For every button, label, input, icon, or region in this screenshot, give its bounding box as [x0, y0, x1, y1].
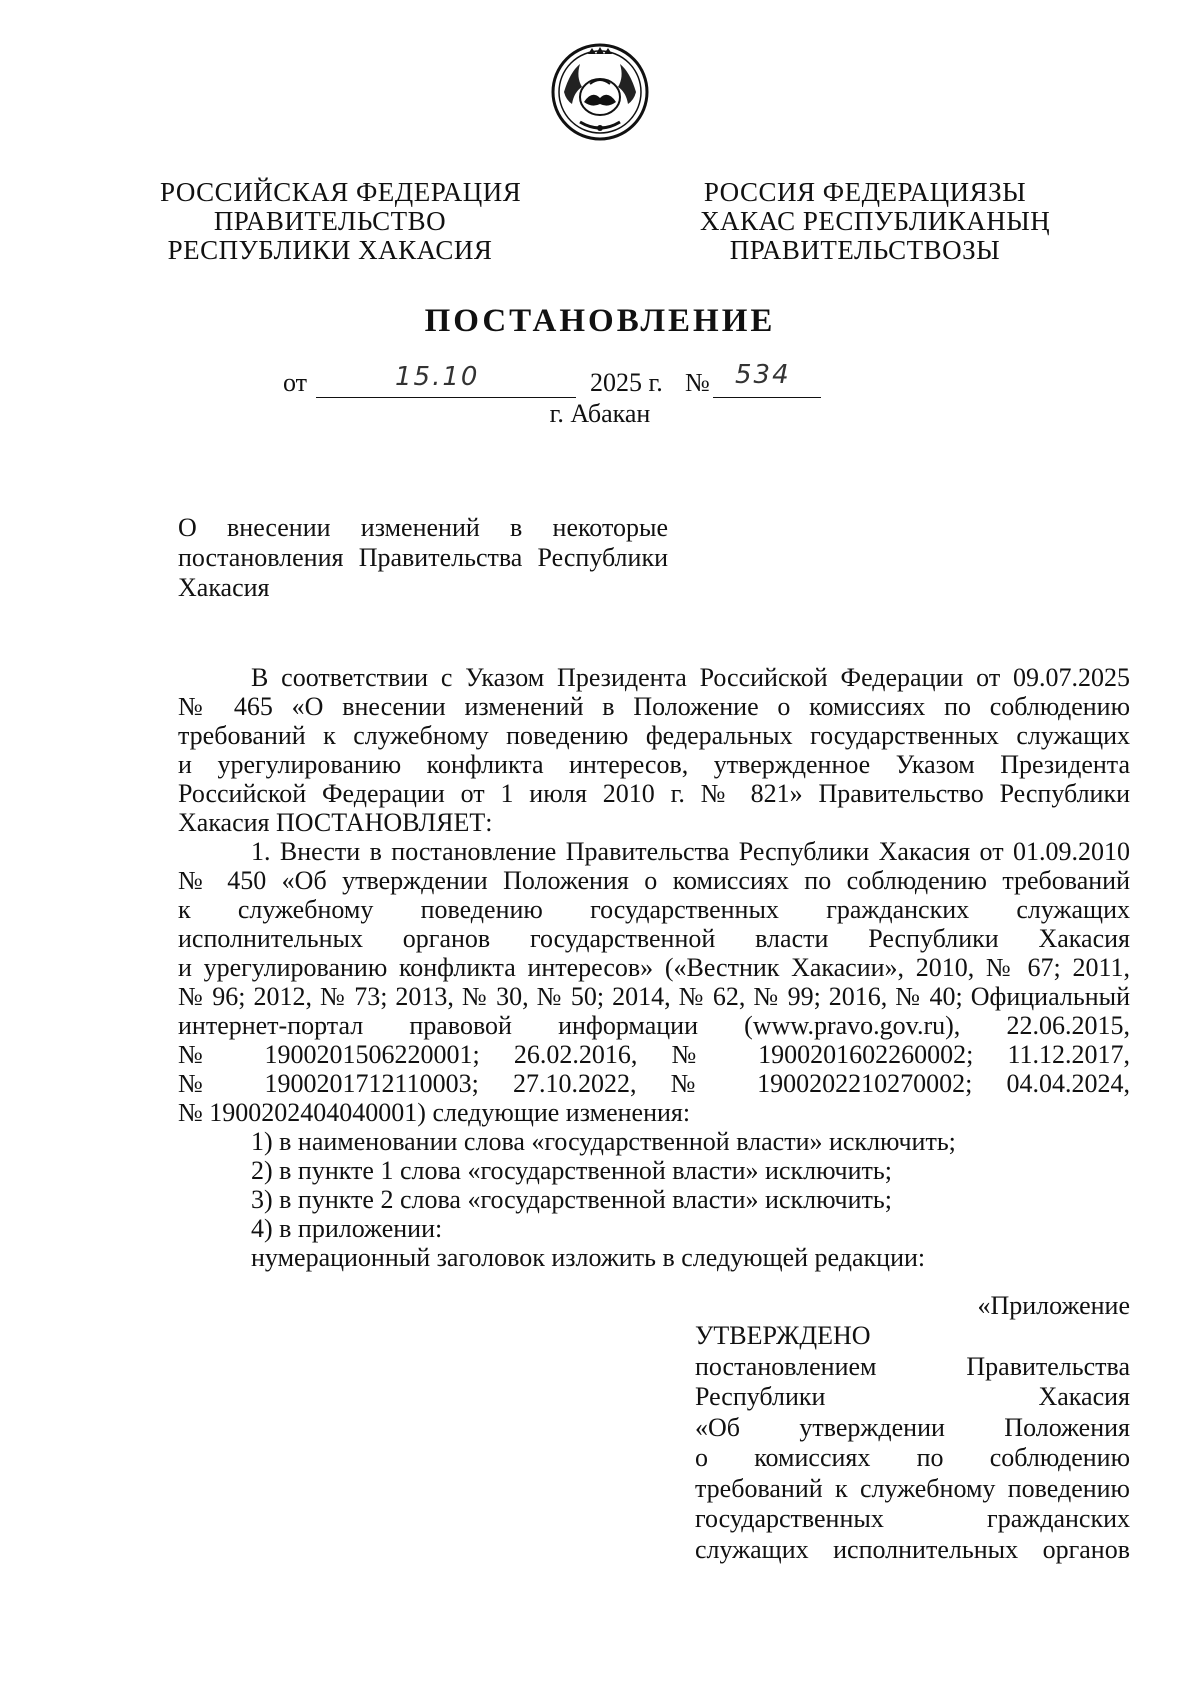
body-line: требований к служебному поведению федеральных государственных служащих [178, 721, 1130, 750]
body-line: 3) в пункте 2 слова «государственной власти» исключить; [251, 1185, 892, 1214]
date-underline [316, 397, 576, 398]
body-line: интернет-портал правовой информации (www.pravo.gov.ru), 22.06.2015, [178, 1011, 1130, 1040]
subject-line: Хакасия [178, 573, 270, 602]
document-title: ПОСТАНОВЛЕНИЕ [424, 303, 776, 339]
approved-line: требований к служебному поведению [695, 1473, 1130, 1503]
approved-title: УТВЕРЖДЕНО [695, 1321, 871, 1350]
approved-line: о комиссиях по соблюдению [695, 1443, 1130, 1472]
appendix-label: «Приложение [977, 1291, 1130, 1320]
city-label: г. Абакан [549, 399, 651, 428]
body-line: 4) в приложении: [251, 1214, 443, 1243]
header-left-line: РЕСПУБЛИКИ ХАКАСИЯ [167, 235, 493, 265]
number-label: № [685, 368, 710, 397]
subject-line: постановления Правительства Республики [178, 543, 668, 572]
year-label: 2025 г. [590, 368, 663, 397]
header-right-line: ПРАВИТЕЛЬСТВОЗЫ [729, 235, 1001, 265]
body-line: и урегулированию конфликта интересов» («Вестник Хакасии», 2010, № 67; 2011, [178, 953, 1130, 982]
body-line: и урегулированию конфликта интересов, утвержденное Указом Президента [178, 750, 1130, 779]
approved-line: служащих исполнительных органов [695, 1534, 1130, 1564]
approved-line: «Об утверждении Положения [695, 1412, 1130, 1442]
header-left-line: ПРАВИТЕЛЬСТВО [213, 206, 447, 236]
body-line: № 450 «Об утверждении Положения о комиссиях по соблюдению требований [178, 866, 1130, 895]
body-line: 2) в пункте 1 слова «государственной власти» исключить; [251, 1156, 892, 1185]
body-line: № 1900201506220001; 26.02.2016, № 1900201602260002; 11.12.2017, [178, 1040, 1130, 1069]
body-line: 1. Внести в постановление Правительства Республики Хакасия от 01.09.2010 [251, 837, 1130, 866]
body-line: нумерационный заголовок изложить в следующей редакции: [251, 1243, 926, 1272]
approval-block [695, 1321, 1130, 1565]
body-line: исполнительных органов государственной власти Республики Хакасия [178, 924, 1130, 953]
approved-line: постановлением Правительства [695, 1351, 1130, 1381]
approved-line: Республики Хакасия [695, 1382, 1130, 1411]
body-line: к служебному поведению государственных гражданских служащих [178, 895, 1130, 924]
header-left [160, 177, 522, 265]
subject-line: О внесении изменений в некоторые [178, 513, 668, 542]
header-right [700, 177, 1051, 265]
body-line: 1) в наименовании слова «государственной власти» исключить; [251, 1127, 956, 1156]
approved-line: государственных гражданских [695, 1504, 1130, 1533]
header-left-line: РОССИЙСКАЯ ФЕДЕРАЦИЯ [160, 177, 522, 207]
coat-of-arms-emblem [550, 42, 650, 142]
header-right-line: ХАКАС РЕСПУБЛИКАНЫҢ [700, 206, 1051, 236]
body-line: № 1900202404040001) следующие изменения: [178, 1098, 691, 1127]
body-line: № 465 «О внесении изменений в Положение о комиссиях по соблюдению [178, 692, 1130, 721]
body-line: Хакасия ПОСТАНОВЛЯЕТ: [178, 808, 493, 837]
handwritten-date: 15.10 [395, 362, 480, 392]
body-line: № 96; 2012, № 73; 2013, № 30, № 50; 2014, № 62, № 99; 2016, № 40; Официальный [178, 982, 1130, 1011]
document-subject [178, 513, 668, 603]
header-right-line: РОССИЯ ФЕДЕРАЦИЯЗЫ [703, 177, 1027, 207]
number-underline [713, 397, 821, 398]
handwritten-number: 534 [735, 360, 791, 390]
body-line: Российской Федерации от 1 июля 2010 г. № 821» Правительство Республики [178, 779, 1130, 808]
document-body [178, 663, 1130, 1272]
body-line: № 1900201712110003; 27.10.2022, № 1900202210270002; 04.04.2024, [178, 1069, 1130, 1098]
body-line: В соответствии с Указом Президента Российской Федерации от 09.07.2025 [251, 663, 1130, 692]
from-label: от [283, 368, 308, 397]
